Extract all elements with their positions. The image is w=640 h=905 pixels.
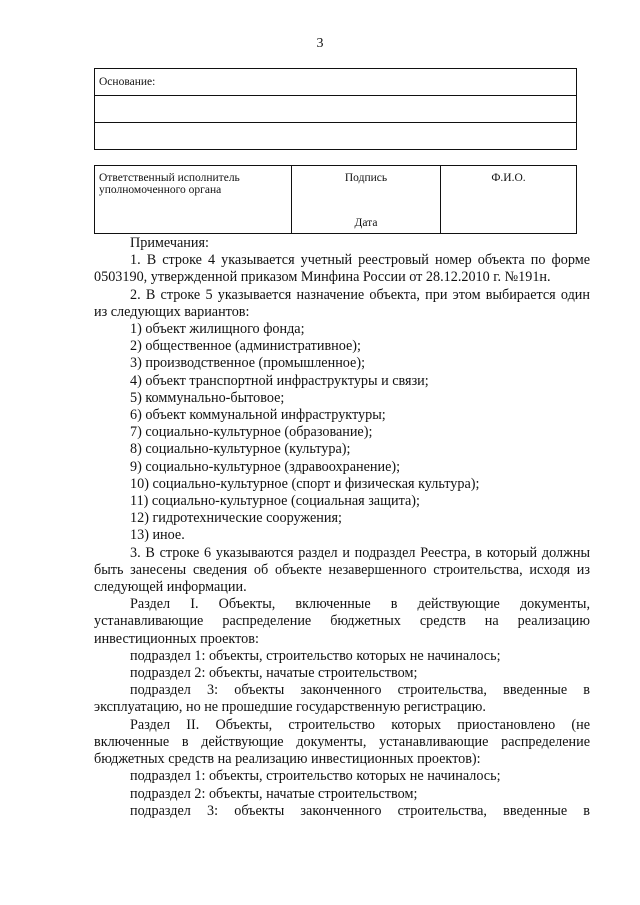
responsible-cell: Ответственный исполнитель уполномоченного органа [95, 166, 292, 234]
signature-label: Подпись [344, 172, 388, 184]
basis-label: Основание: [95, 69, 577, 96]
basis-empty-row-1 [95, 96, 577, 123]
list-item: 3) производственное (промышленное); [130, 355, 366, 372]
list-item: 9) социально-культурное (здравоохранение); [130, 458, 401, 475]
list-item: 8) социально-культурное (культура); [130, 441, 351, 458]
page-number: 3 [316, 36, 324, 51]
section-2: Раздел II. Объекты, строительство которых приостановлено (не включенные в действующие документы, устанавливающие распределение бюджетных средств на реализацию инвестиционных проектов): [94, 716, 590, 768]
subsection-item: подраздел 1: объекты, строительство которых не начиналось; [130, 647, 501, 664]
note-1: 1. В строке 4 указывается учетный реестровый номер объекта по форме 0503190, утвержденной приказом Минфина России от 28.12.2010 г. №191н. [94, 252, 590, 286]
basis-table [94, 68, 577, 150]
signature-cell [292, 166, 441, 234]
list-item: 11) социально-культурное (социальная защита); [130, 493, 420, 510]
note-3: 3. В строке 6 указываются раздел и подраздел Реестра, в который должны быть занесены сведения об объекте незавершенного строительства, исходя из следующей информации. [94, 544, 590, 596]
list-item: 13) иное. [130, 527, 185, 544]
subsection-item: подраздел 2: объекты, начатые строительством; [130, 785, 418, 802]
list-item: 2) общественное (административное); [130, 338, 361, 355]
list-item: 5) коммунально-бытовое; [130, 389, 285, 406]
subsection-item: подраздел 3: объекты законченного строительства, введенные в [130, 802, 590, 819]
signature-table [94, 165, 577, 234]
list-item: 10) социально-культурное (спорт и физическая культура); [130, 475, 480, 492]
subsection-item: подраздел 3: объекты законченного строительства, введенные в эксплуатацию, но не прошедшие государственную регистрацию. [94, 682, 590, 716]
list-item: 4) объект транспортной инфраструктуры и связи; [130, 372, 429, 389]
list-item: 12) гидротехнические сооружения; [130, 510, 342, 527]
list-item: 6) объект коммунальной инфраструктуры; [130, 407, 386, 424]
full-name-cell: Ф.И.О. [441, 166, 577, 234]
basis-empty-row-2 [95, 123, 577, 150]
subsection-item: подраздел 2: объекты, начатые строительством; [130, 665, 418, 682]
notes-heading: Примечания: [130, 235, 209, 251]
list-item: 7) социально-культурное (образование); [130, 424, 373, 441]
note-2: 2. В строке 5 указывается назначение объекта, при этом выбирается один из следующих вариантов: [94, 286, 590, 320]
notes-section [94, 235, 590, 820]
date-label: Дата [354, 217, 378, 229]
list-item: 1) объект жилищного фонда; [130, 321, 305, 338]
section-1: Раздел I. Объекты, включенные в действующие документы, устанавливающие распределение бюджетных средств на реализацию инвестиционных проектов: [94, 596, 590, 647]
subsection-item: подраздел 1: объекты, строительство которых не начиналось; [130, 768, 501, 785]
